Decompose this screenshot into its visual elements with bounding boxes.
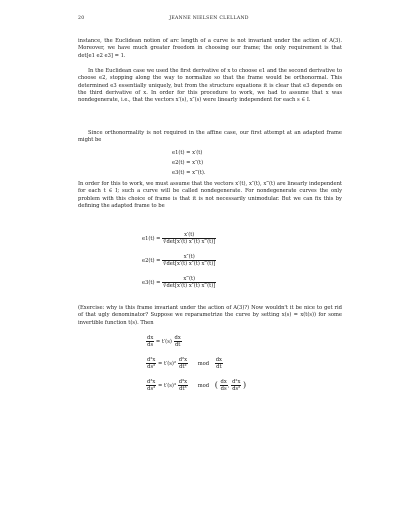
denominator: ds³ [147,386,156,392]
paragraph-2: In the Euclidean case we used the first derivative of x to choose e1 and the second derivative to choose e2, stopping along the way to normalize so that the frame would be orthonormal. This determined e3 essentially uniquely, but from the structure equations it is clear that e3 depends on the third derivative of x. In order for this procedure to work, we had to assume that x was nondegenerate, i.e., that the vectors x′(s), x″(s) were linearly independent for each s ∈ I. [78,68,342,104]
equals-term: = t′(s)² [157,361,177,367]
numerator: d²x [232,379,241,385]
fraction-dx-dt-mod [215,357,223,370]
fraction-e2-denominator: ∛det[x′(t) x″(t) x‴(t)] [163,261,216,267]
fraction-d2x-dt2 [178,357,188,370]
numerator: dx [174,335,181,341]
mod-keyword: mod [197,361,210,367]
denominator: dt [174,342,181,348]
numerator: d³x [178,379,188,385]
equation-frame-line-1: e1(t) = x′(t) [172,150,203,156]
fraction-e2 [162,254,216,267]
eq-lhs-e3: e3(t) = [142,280,161,286]
numerator: d³x [147,379,156,385]
fraction-e1-denominator: ∛det[x′(t) x″(t) x‴(t)] [163,239,216,245]
fraction-e3 [162,276,216,289]
numerator: dx [215,357,222,363]
numerator: d²x [147,357,156,363]
denominator: ds [220,386,227,392]
equation-adapted-e3 [142,276,216,289]
fraction-e3-numerator: x‴(t) [183,276,196,282]
fraction-dx-dt [174,335,182,348]
eq-lhs-e1: e1(t) = [142,236,161,242]
fraction-d2x-ds2 [146,357,156,370]
denominator: dt² [179,364,187,370]
close-paren: ) [243,380,247,390]
running-head: JEANNE NIELSEN CLELLAND [169,16,249,21]
denominator: ds² [147,364,156,370]
paragraph-5: (Exercise: why is this frame invariant under the action of A(3)?) Now wouldn't it be nice to get rid of that ugly denominator? Suppose we reparametrize the curve by setting x(s) = x(t(s)) for some invertible function t(s). Then [78,305,342,326]
denominator: ds² [232,386,241,392]
fraction-d2x-ds2-mod [231,379,241,392]
numerator: dx [220,379,227,385]
numerator: d²x [178,357,188,363]
fraction-d3x-dt3 [178,379,188,392]
equation-adapted-e1 [142,232,216,245]
fraction-e3-denominator: ∛det[x′(t) x″(t) x‴(t)] [163,283,216,289]
denominator: dt³ [179,386,187,392]
fraction-e1-numerator: x′(t) [184,232,195,238]
fraction-dx-ds-mod [220,379,228,392]
paragraph-3: Since orthonormality is not required in the affine case, our first attempt at an adapted frame might be [78,130,342,144]
equals-term: = t′(s)³ [157,383,177,389]
paragraph-1: instance, the Euclidean notion of arc length of a curve is not invariant under the action of A(3). Moreover, we have much greater freedom in choosing our frame; the only requirement is that det[e1 e2 e3] = 1. [78,38,342,59]
fraction-d3x-ds3 [146,379,156,392]
fraction-e1 [162,232,216,245]
equals-term: = t′(s) [155,339,172,345]
numerator: dx [147,335,154,341]
fraction-e2-numerator: x″(t) [183,254,195,260]
eq-lhs-e2: e2(t) = [142,258,161,264]
equation-adapted-e2 [142,254,216,267]
equation-reparam-3 [146,379,246,392]
equation-frame-line-2: e2(t) = x″(t) [172,160,204,166]
denominator: ds [147,342,154,348]
page-number: 20 [78,16,85,21]
open-paren: ( [214,380,218,390]
page-header [78,16,340,26]
equation-frame-line-3: e3(t) = x‴(t). [172,170,206,176]
fraction-dx-ds [146,335,154,348]
comma: , [227,383,230,389]
paragraph-4: In order for this to work, we must assume that the vectors x′(t), x″(t), x‴(t) are linearly independent for each t ∈ I; such a curve will be called nondegenerate. For nondegenerate curves the only problem with this choice of frame is that it is not necessarily unimodular. But we can fix this by defining the adapted frame to be [78,181,342,209]
mod-keyword: mod [197,383,210,389]
equation-reparam-2 [146,357,223,370]
equation-reparam-1 [146,335,182,348]
denominator: dt [216,364,222,370]
